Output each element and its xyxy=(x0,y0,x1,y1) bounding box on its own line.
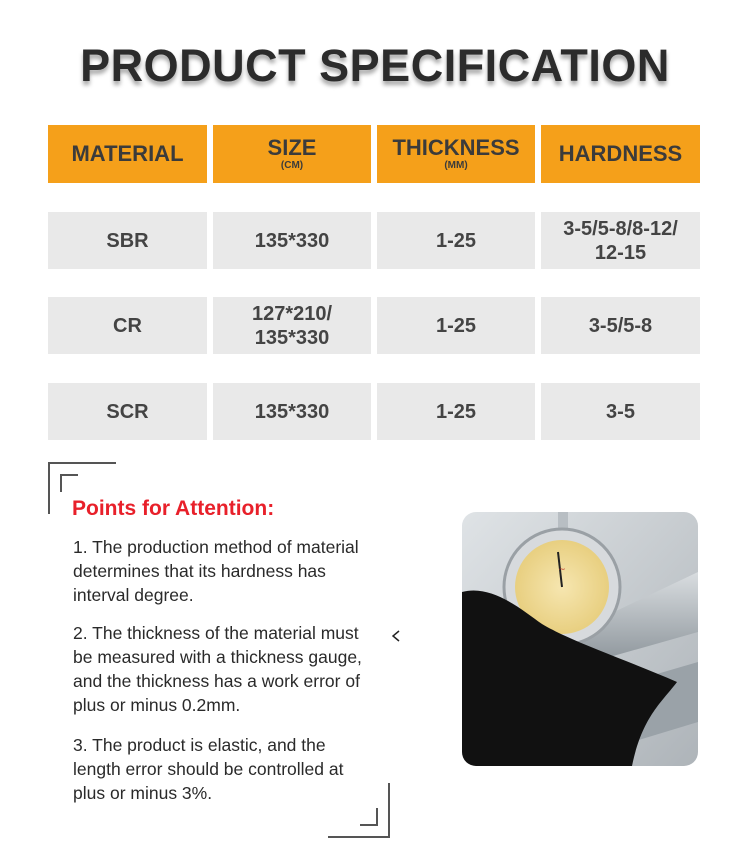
note-2 xyxy=(73,621,403,717)
note-line: length error should be controlled at xyxy=(73,759,344,779)
note-line: 1. The production method of material xyxy=(73,537,359,557)
header-size xyxy=(213,125,371,183)
pointer-arrow-icon xyxy=(392,630,400,642)
note-3 xyxy=(73,733,403,805)
cell-thickness-text: 1-25 xyxy=(435,229,477,252)
cell-material-cr xyxy=(48,297,207,354)
attention-title: Points for Attention: xyxy=(72,497,275,520)
cell-size-line: 135*330 xyxy=(254,229,330,252)
header-hardness xyxy=(541,125,700,183)
cell-hardness-sbr xyxy=(541,212,700,269)
header-material-label: MATERIAL xyxy=(71,141,184,167)
cell-hardness-line: 12-15 xyxy=(594,241,647,264)
header-material xyxy=(48,125,207,183)
cell-thickness-sbr xyxy=(377,212,535,269)
note-line: interval degree. xyxy=(73,585,194,605)
note-line: 3. The product is elastic, and the xyxy=(73,735,326,755)
header-size-label: SIZE xyxy=(267,135,317,161)
header-thickness xyxy=(377,125,535,183)
svg-text:~: ~ xyxy=(558,565,566,575)
cell-size-sbr xyxy=(213,212,371,269)
cell-material-text: CR xyxy=(113,314,142,337)
cell-thickness-text: 1-25 xyxy=(435,314,477,337)
cell-thickness-scr xyxy=(377,383,535,440)
note-line: plus or minus 3%. xyxy=(73,783,213,803)
cell-material-scr xyxy=(48,383,207,440)
header-thickness-label: THICKNESS xyxy=(392,135,520,161)
note-1 xyxy=(73,535,403,607)
cell-hardness-cr xyxy=(541,297,700,354)
note-line: determines that its hardness has xyxy=(73,561,326,581)
note-line: 2. The thickness of the material must xyxy=(73,623,359,643)
thickness-gauge-photo xyxy=(462,512,698,766)
cell-material-text: SBR xyxy=(106,229,149,252)
cell-material-text: SCR xyxy=(106,400,149,423)
cell-size-scr xyxy=(213,383,371,440)
cell-hardness-line: 3-5/5-8 xyxy=(588,314,653,337)
cell-material-sbr xyxy=(48,212,207,269)
cell-hardness-line: 3-5/5-8/8-12/ xyxy=(563,217,678,240)
header-size-unit: (CM) xyxy=(280,160,304,172)
cell-hardness-line: 3-5 xyxy=(606,400,635,423)
cell-size-line: 135*330 xyxy=(254,326,330,349)
header-thickness-unit: (MM) xyxy=(444,160,468,172)
header-hardness-label: HARDNESS xyxy=(558,141,683,167)
cell-size-line: 135*330 xyxy=(254,400,330,423)
cell-size-line: 127*210/ xyxy=(251,302,333,325)
page-title: PRODUCT SPECIFICATION xyxy=(80,40,670,91)
cell-hardness-scr xyxy=(541,383,700,440)
note-line: and the thickness has a work error of xyxy=(73,671,360,691)
cell-thickness-cr xyxy=(377,297,535,354)
cell-size-cr xyxy=(213,297,371,354)
note-line: plus or minus 0.2mm. xyxy=(73,695,241,715)
cell-thickness-text: 1-25 xyxy=(435,400,477,423)
note-line: be measured with a thickness gauge, xyxy=(73,647,362,667)
